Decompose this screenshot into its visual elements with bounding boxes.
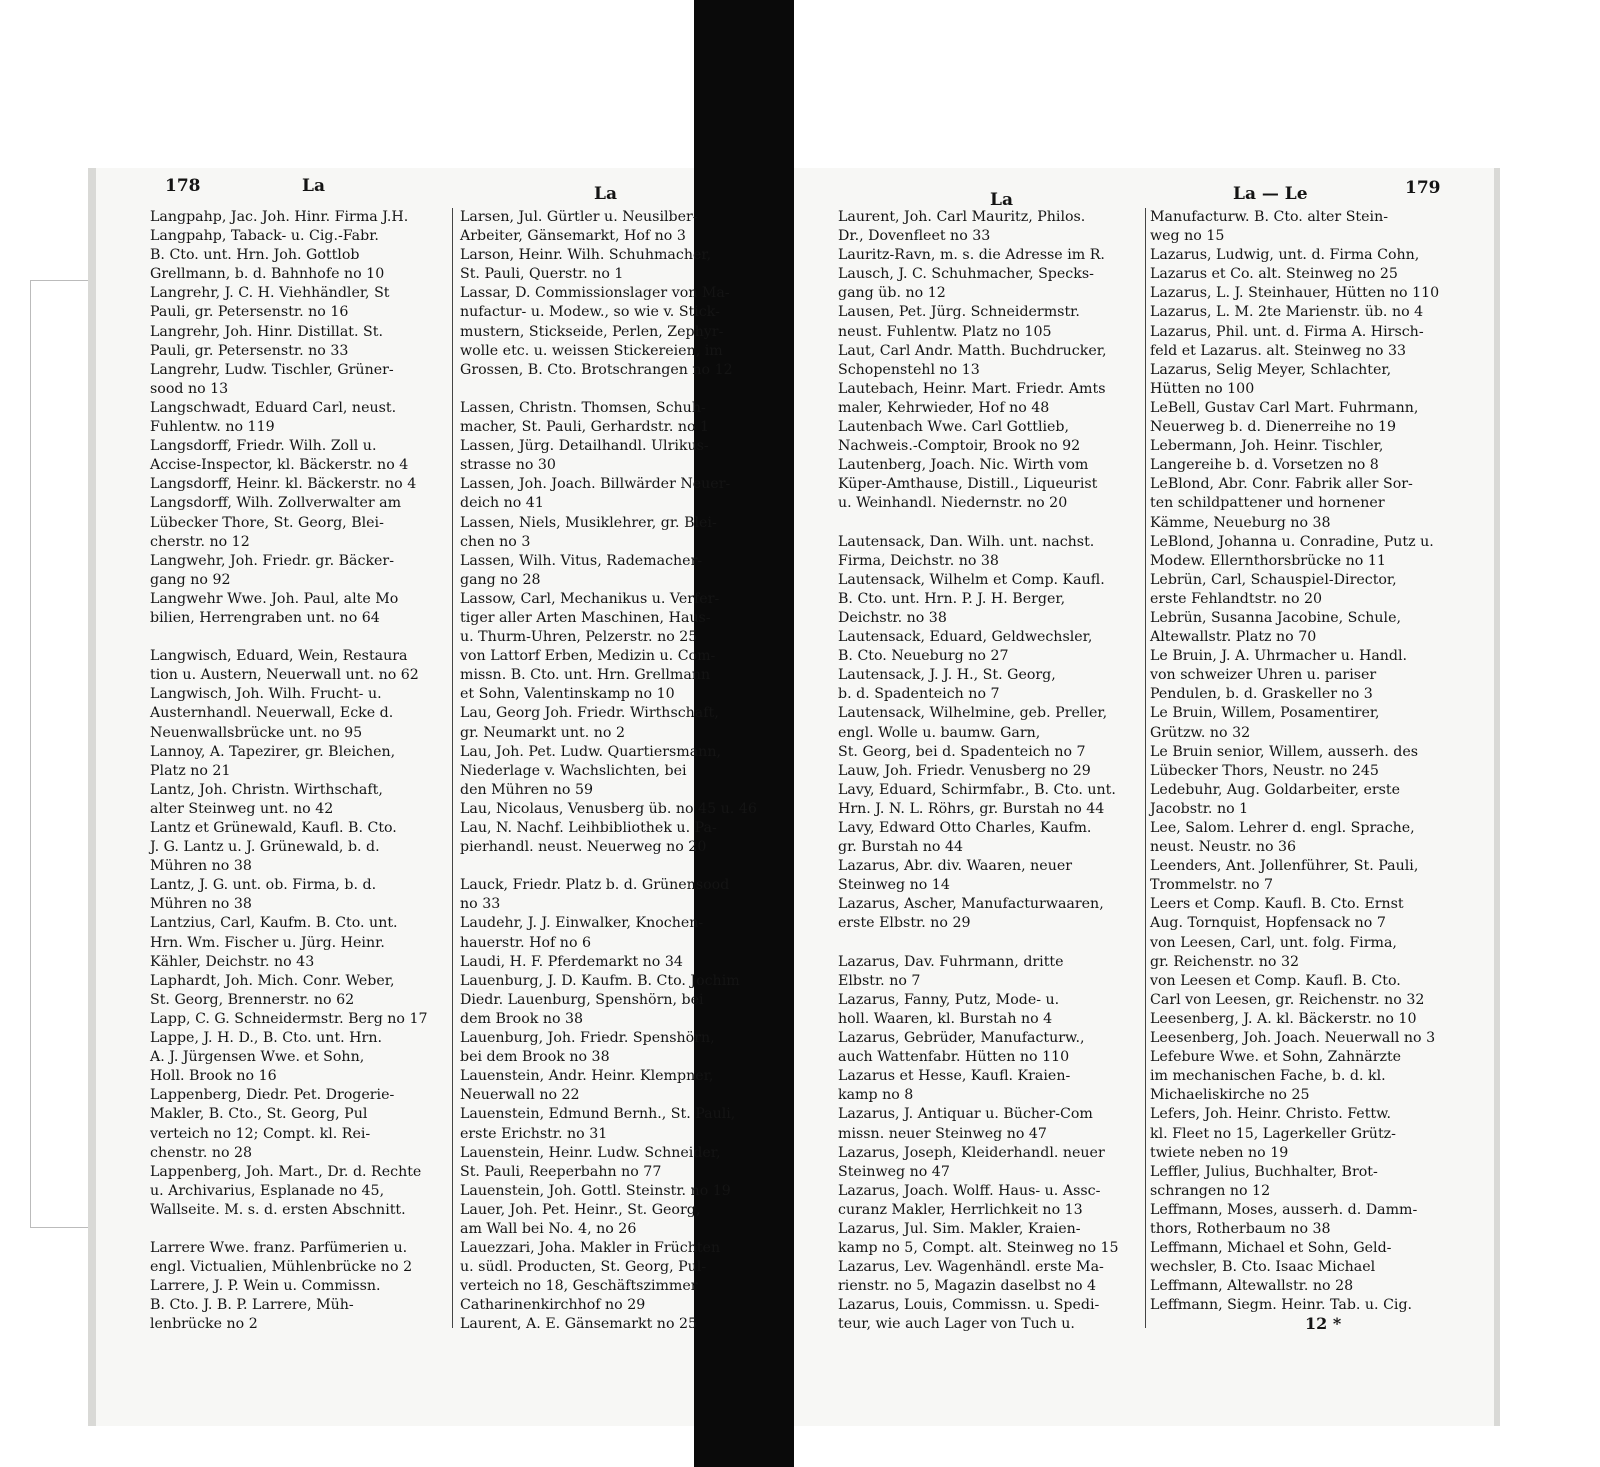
directory-line: Lautensack, Eduard, Geldwechsler,	[838, 629, 1093, 646]
directory-line: Grellmann, b. d. Bahnhofe no 10	[150, 266, 385, 283]
directory-line: B. Cto. unt. Hrn. P. J. H. Berger,	[838, 590, 1066, 607]
directory-line: Niederlage v. Wachslichten, bei	[460, 762, 687, 779]
directory-line: neust. Neustr. no 36	[1150, 839, 1297, 856]
directory-line: Lazarus, Jul. Sim. Makler, Kraien-	[838, 1220, 1081, 1237]
directory-line: b. d. Spadenteich no 7	[838, 686, 1000, 703]
left-page-running-head: La	[302, 176, 325, 196]
directory-line: Langsdorff, Friedr. Wilh. Zoll u.	[150, 438, 377, 455]
directory-line: Küper-Amthause, Distill., Liqueurist	[838, 476, 1098, 493]
directory-line: Lee, Salom. Lehrer d. engl. Sprache,	[1150, 820, 1415, 836]
directory-line: bei dem Brook no 38	[460, 1049, 610, 1066]
directory-line: Lau, Georg Joh. Friedr. Wirthschaft,	[460, 705, 719, 722]
directory-line: Modew. Ellernthorsbrücke no 11	[1150, 552, 1386, 569]
directory-line: Lausen, Pet. Jürg. Schneidermstr.	[838, 304, 1080, 321]
directory-line: Makler, B. Cto., St. Georg, Pul	[150, 1106, 368, 1123]
directory-line: Lazarus, Lev. Wagenhändl. erste Ma-	[838, 1259, 1104, 1276]
directory-line: Lazarus, Abr. div. Waaren, neuer	[838, 858, 1073, 875]
left-column-rule	[452, 208, 453, 1328]
directory-line: Lazarus, J. Antiquar u. Bücher-Com	[838, 1106, 1093, 1123]
right-page-edge	[1494, 168, 1500, 1426]
directory-line: gang üb. no 12	[838, 285, 946, 302]
directory-line: Lazarus, Gebrüder, Manufacturw.,	[838, 1030, 1085, 1047]
directory-line: Lazarus, L. J. Steinhauer, Hütten no 110	[1150, 285, 1440, 302]
directory-line: neust. Fuhlentw. Platz no 105	[838, 323, 1052, 340]
directory-line: Lazarus, Ascher, Manufacturwaaren,	[838, 896, 1104, 913]
directory-line: Ledebuhr, Aug. Goldarbeiter, erste	[1150, 781, 1401, 798]
directory-line: Larrere, J. P. Wein u. Commissn.	[150, 1278, 381, 1295]
directory-line: dem Brook no 38	[460, 1010, 584, 1027]
directory-line: Lautensack, Wilhelm et Comp. Kaufl.	[838, 571, 1105, 588]
directory-line: rienstr. no 5, Magazin daselbst no 4	[838, 1278, 1097, 1295]
directory-line: Lauer, Joh. Pet. Heinr., St. Georg,	[460, 1201, 701, 1218]
directory-line: J. G. Lantz u. J. Grünewald, b. d.	[150, 839, 380, 856]
directory-line: tiger aller Arten Maschinen, Haus-	[460, 609, 711, 626]
directory-line: hauerstr. Hof no 6	[460, 934, 592, 951]
directory-line: Holl. Brook no 16	[150, 1068, 277, 1085]
side-label-panel	[30, 280, 94, 1228]
directory-line: Lauenstein, Joh. Gottl. Steinstr. no 19	[460, 1182, 731, 1199]
directory-line: Lauck, Friedr. Platz b. d. Grünensood	[460, 877, 730, 894]
directory-line: LeBlond, Abr. Conr. Fabrik aller Sor-	[1150, 476, 1413, 493]
directory-line: Larsen, Jul. Gürtler u. Neusilber-	[460, 209, 698, 225]
directory-line: Diedr. Lauenburg, Spenshörn, bei	[460, 991, 704, 1008]
directory-line: erste Erichstr. no 31	[460, 1125, 608, 1142]
directory-line: Lauw, Joh. Friedr. Venusberg no 29	[838, 762, 1091, 779]
directory-line: Lassar, D. Commissionslager von Ma-	[460, 285, 730, 302]
directory-line: Hrn. Wm. Fischer u. Jürg. Heinr.	[150, 934, 385, 951]
directory-line: Lebermann, Joh. Heinr. Tischler,	[1150, 438, 1384, 455]
directory-line: holl. Waaren, kl. Burstah no 4	[838, 1010, 1053, 1027]
directory-line: Lebrün, Susanna Jacobine, Schule,	[1150, 609, 1402, 626]
directory-line: cherstr. no 12	[150, 533, 250, 550]
directory-line: Lautensack, Dan. Wilh. unt. nachst.	[838, 533, 1095, 550]
directory-line: Lappenberg, Diedr. Pet. Drogerie-	[150, 1087, 395, 1104]
directory-line: Lazarus, Joseph, Kleiderhandl. neuer	[838, 1144, 1105, 1161]
directory-line: Leesenberg, J. A. kl. Bäckerstr. no 10	[1150, 1010, 1417, 1027]
directory-line: Leffmann, Altewallstr. no 28	[1150, 1278, 1354, 1295]
directory-line: Grossen, B. Cto. Brotschrangen no 12	[460, 361, 733, 378]
directory-line: curanz Makler, Herrlichkeit no 13	[838, 1201, 1083, 1218]
directory-line: Austernhandl. Neuerwall, Ecke d.	[150, 705, 394, 722]
directory-line: von schweizer Uhren u. pariser	[1150, 667, 1377, 684]
directory-line: chen no 3	[460, 533, 531, 550]
directory-line: nufactur- u. Modew., so wie v. Stick-	[460, 304, 720, 321]
left-column-1	[150, 208, 450, 1335]
directory-line: Langsdorff, Wilh. Zollverwalter am	[150, 495, 402, 512]
left-page-number: 178	[165, 176, 201, 196]
directory-line: Laurent, A. E. Gänsemarkt no 25	[460, 1316, 698, 1333]
directory-line: deich no 41	[460, 495, 544, 512]
directory-line: Pendulen, b. d. Graskeller no 3	[1150, 686, 1373, 703]
directory-line: lenbrücke no 2	[150, 1316, 258, 1333]
directory-line: Carl von Leesen, gr. Reichenstr. no 32	[1150, 991, 1425, 1008]
directory-line: Lauenstein, Andr. Heinr. Klempner,	[460, 1068, 714, 1085]
directory-line: gang no 28	[460, 571, 541, 588]
directory-line: A. J. Jürgensen Wwe. et Sohn,	[150, 1049, 365, 1066]
directory-line: Langwehr Wwe. Joh. Paul, alte Mo	[150, 590, 399, 607]
right-page-center-head: La	[990, 190, 1013, 210]
directory-line	[460, 857, 760, 876]
directory-line: Altewallstr. Platz no 70	[1150, 629, 1317, 646]
directory-line: Lassen, Joh. Joach. Billwärder Neuer-	[460, 476, 731, 493]
directory-line: Laphardt, Joh. Mich. Conr. Weber,	[150, 972, 395, 989]
directory-line: Lassen, Niels, Musiklehrer, gr. Blei-	[460, 514, 717, 531]
directory-line: erste Fehlandtstr. no 20	[1150, 590, 1323, 607]
directory-line: Neuerwall no 22	[460, 1087, 580, 1104]
directory-line: macher, St. Pauli, Gerhardstr. no 1	[460, 419, 710, 436]
directory-line: Lazarus, Dav. Fuhrmann, dritte	[838, 953, 1064, 970]
directory-line: Manufacturw. B. Cto. alter Stein-	[1150, 209, 1388, 225]
directory-line: Laudehr, J. J. Einwalker, Knochen-	[460, 915, 704, 932]
directory-line: Lazarus, Fanny, Putz, Mode- u.	[838, 991, 1060, 1008]
directory-line: Lantzius, Carl, Kaufm. B. Cto. unt.	[150, 915, 398, 932]
directory-line: Hütten no 100	[1150, 380, 1255, 397]
directory-line: Michaeliskirche no 25	[1150, 1087, 1310, 1104]
directory-line: wolle etc. u. weissen Stickereien, im	[460, 342, 723, 359]
directory-line: strasse no 30	[460, 457, 556, 474]
directory-line: Lappenberg, Joh. Mart., Dr. d. Rechte	[150, 1163, 422, 1180]
directory-line: verteich no 12; Compt. kl. Rei-	[150, 1125, 371, 1142]
directory-line: Lauritz-Ravn, m. s. die Adresse im R.	[838, 247, 1105, 264]
directory-line: Lauenstein, Heinr. Ludw. Schneider,	[460, 1144, 721, 1161]
directory-line: Le Bruin, Willem, Posamentirer,	[1150, 705, 1380, 722]
directory-line: tion u. Austern, Neuerwall unt. no 62	[150, 667, 419, 684]
directory-line: Lapp, C. G. Schneidermstr. Berg no 17	[150, 1010, 428, 1027]
directory-line: Lautenbach Wwe. Carl Gottlieb,	[838, 419, 1070, 436]
right-page-number: 179	[1405, 178, 1441, 198]
directory-line: Leesenberg, Joh. Joach. Neuerwall no 3	[1150, 1030, 1436, 1047]
directory-line: kamp no 5, Compt. alt. Steinweg no 15	[838, 1240, 1119, 1257]
directory-line: Langrehr, Joh. Hinr. Distillat. St.	[150, 323, 383, 340]
directory-line	[150, 1220, 450, 1239]
directory-line: kl. Fleet no 15, Lagerkeller Grütz-	[1150, 1125, 1396, 1142]
left-page-center-head: La	[594, 184, 617, 204]
directory-line: u. südl. Producten, St. Georg, Pul-	[460, 1259, 707, 1276]
directory-line: et Sohn, Valentinskamp no 10	[460, 686, 675, 703]
directory-line: B. Cto. J. B. P. Larrere, Müh-	[150, 1297, 354, 1314]
directory-line: Lautensack, Wilhelmine, geb. Preller,	[838, 705, 1108, 722]
directory-line: Lautenberg, Joach. Nic. Wirth vom	[838, 457, 1089, 474]
directory-line: Kähler, Deichstr. no 43	[150, 953, 315, 970]
directory-line: Langwehr, Joh. Friedr. gr. Bäcker-	[150, 552, 395, 569]
directory-line: Lazarus, Phil. unt. d. Firma A. Hirsch-	[1150, 323, 1424, 340]
directory-line: gr. Reichenstr. no 32	[1150, 953, 1300, 970]
right-column-2	[1150, 208, 1455, 1315]
directory-line: St. Georg, bei d. Spadenteich no 7	[838, 743, 1086, 760]
directory-line: Fuhlentw. no 119	[150, 419, 275, 436]
directory-line: Leffler, Julius, Buchhalter, Brot-	[1150, 1163, 1378, 1180]
directory-line: auch Wattenfabr. Hütten no 110	[838, 1049, 1070, 1066]
directory-line: Leffmann, Moses, ausserh. d. Damm-	[1150, 1201, 1418, 1218]
directory-line: engl. Victualien, Mühlenbrücke no 2	[150, 1259, 413, 1276]
directory-line: St. Pauli, Reeperbahn no 77	[460, 1163, 662, 1180]
directory-line: engl. Wolle u. baumw. Garn,	[838, 724, 1041, 741]
directory-line: Lazarus, Joach. Wolff. Haus- u. Assc-	[838, 1182, 1101, 1199]
directory-line: Lazarus, Louis, Commissn. u. Spedi-	[838, 1297, 1100, 1314]
directory-line: Lefebure Wwe. et Sohn, Zahnärzte	[1150, 1049, 1402, 1066]
directory-line: gang no 92	[150, 571, 231, 588]
directory-line: von Lattorf Erben, Medizin u. Com-	[460, 648, 716, 665]
directory-line: maler, Kehrwieder, Hof no 48	[838, 399, 1050, 416]
directory-line: Elbstr. no 7	[838, 972, 921, 989]
directory-line: Lavy, Edward Otto Charles, Kaufm.	[838, 820, 1092, 836]
right-column-1	[838, 208, 1138, 1335]
right-page-running-head: La — Le	[1233, 184, 1308, 204]
directory-line: schrangen no 12	[1150, 1182, 1271, 1199]
directory-line: Neuenwallsbrücke unt. no 95	[150, 724, 363, 741]
directory-line: Lantz, Joh. Christn. Wirthschaft,	[150, 781, 383, 798]
directory-line: Lazarus, L. M. 2te Marienstr. üb. no 4	[1150, 304, 1424, 321]
directory-line: Lauezzari, Joha. Makler in Früchten	[460, 1240, 721, 1257]
directory-line: missn. B. Cto. unt. Hrn. Grellmann	[460, 667, 711, 684]
signature-mark: 12 *	[1305, 1314, 1342, 1333]
directory-line: u. Thurm-Uhren, Pelzerstr. no 25	[460, 629, 698, 646]
directory-line: gr. Burstah no 44	[838, 839, 963, 856]
directory-line: Steinweg no 14	[838, 877, 950, 894]
directory-line: Langwisch, Joh. Wilh. Frucht- u.	[150, 686, 382, 703]
directory-line: LeBlond, Johanna u. Conradine, Putz u.	[1150, 533, 1434, 550]
directory-line: Aug. Tornquist, Hopfensack no 7	[1150, 915, 1386, 932]
directory-line: Lavy, Eduard, Schirmfabr., B. Cto. unt.	[838, 781, 1116, 798]
directory-line: u. Weinhandl. Niedernstr. no 20	[838, 495, 1068, 512]
right-column-rule	[1145, 208, 1146, 1328]
directory-line: chenstr. no 28	[150, 1144, 253, 1161]
directory-line: twiete neben no 19	[1150, 1144, 1289, 1161]
directory-line: Neuerweg b. d. Dienerreihe no 19	[1150, 419, 1397, 436]
directory-line: Pauli, gr. Petersenstr. no 16	[150, 304, 349, 321]
directory-line: Langereihe b. d. Vorsetzen no 8	[1150, 457, 1379, 474]
directory-line: Mühren no 38	[150, 858, 252, 875]
directory-line: missn. neuer Steinweg no 47	[838, 1125, 1047, 1142]
directory-line: Lau, N. Nachf. Leihbibliothek u. Pa-	[460, 820, 717, 836]
directory-line: Lebrün, Carl, Schauspiel-Director,	[1150, 571, 1397, 588]
directory-line: Lazarus, Selig Meyer, Schlachter,	[1150, 361, 1392, 378]
directory-line: LeBell, Gustav Carl Mart. Fuhrmann,	[1150, 399, 1419, 416]
directory-line: Lappe, J. H. D., B. Cto. unt. Hrn.	[150, 1030, 382, 1047]
directory-line: Steinweg no 47	[838, 1163, 950, 1180]
directory-line	[150, 628, 450, 647]
directory-line: Leenders, Ant. Jollenführer, St. Pauli,	[1150, 858, 1419, 875]
left-column-2	[460, 208, 760, 1335]
directory-line: Leffmann, Michael et Sohn, Geld-	[1150, 1240, 1392, 1257]
directory-line: Lauenstein, Edmund Bernh., St. Pauli,	[460, 1106, 736, 1123]
directory-line: Lazarus et Hesse, Kaufl. Kraien-	[838, 1068, 1071, 1085]
directory-line: Deichstr. no 38	[838, 609, 947, 626]
directory-line: Lantz, J. G. unt. ob. Firma, b. d.	[150, 877, 377, 894]
directory-line: Lassen, Christn. Thomsen, Schuh-	[460, 399, 706, 416]
directory-line: Langsdorff, Heinr. kl. Bäckerstr. no 4	[150, 476, 417, 493]
directory-line: Dr., Dovenfleet no 33	[838, 228, 991, 245]
directory-line: Lausch, J. C. Schuhmacher, Specks-	[838, 266, 1094, 283]
directory-line: erste Elbstr. no 29	[838, 915, 971, 932]
directory-line: ten schildpattener und hornener	[1150, 495, 1385, 512]
directory-line: den Mühren no 59	[460, 781, 593, 798]
directory-line: Kämme, Neueburg no 38	[1150, 514, 1331, 531]
directory-line: Platz no 21	[150, 762, 231, 779]
directory-line: Lantz et Grünewald, Kaufl. B. Cto.	[150, 820, 397, 836]
directory-line: Lefers, Joh. Heinr. Christo. Fettw.	[1150, 1106, 1392, 1123]
directory-line: Leers et Comp. Kaufl. B. Cto. Ernst	[1150, 896, 1404, 913]
directory-line: alter Steinweg unt. no 42	[150, 800, 334, 817]
directory-line: Laut, Carl Andr. Matth. Buchdrucker,	[838, 342, 1107, 359]
directory-line: Lauenburg, J. D. Kaufm. B. Cto. Jochim	[460, 972, 740, 989]
directory-line: von Leesen, Carl, unt. folg. Firma,	[1150, 934, 1397, 951]
directory-line: Lazarus, Ludwig, unt. d. Firma Cohn,	[1150, 247, 1420, 264]
directory-line	[460, 380, 760, 399]
directory-line: thors, Rotherbaum no 38	[1150, 1220, 1331, 1237]
directory-line: St. Georg, Brennerstr. no 62	[150, 991, 355, 1008]
directory-line: Le Bruin, J. A. Uhrmacher u. Handl.	[1150, 648, 1408, 665]
directory-line: Le Bruin senior, Willem, ausserh. des	[1150, 743, 1419, 760]
directory-line: Lau, Joh. Pet. Ludw. Quartiersmann,	[460, 743, 721, 760]
directory-line: Arbeiter, Gänsemarkt, Hof no 3	[460, 228, 686, 245]
directory-line: no 33	[460, 896, 501, 913]
directory-line: Leffmann, Siegm. Heinr. Tab. u. Cig.	[1150, 1297, 1413, 1314]
directory-line: Langpahp, Taback- u. Cig.-Fabr.	[150, 228, 379, 245]
directory-line: Pauli, gr. Petersenstr. no 33	[150, 342, 349, 359]
directory-line: Schopenstehl no 13	[838, 361, 980, 378]
directory-line: Langwisch, Eduard, Wein, Restaura	[150, 648, 408, 665]
directory-line: Lübecker Thore, St. Georg, Blei-	[150, 514, 384, 531]
directory-line: Larson, Heinr. Wilh. Schuhmacher,	[460, 247, 712, 264]
directory-line: Grützw. no 32	[1150, 724, 1251, 741]
directory-line: u. Archivarius, Esplanade no 45,	[150, 1182, 385, 1199]
directory-line: St. Pauli, Querstr. no 1	[460, 266, 624, 283]
directory-line: verteich no 18, Geschäftszimmer	[460, 1278, 698, 1295]
directory-line: Mühren no 38	[150, 896, 252, 913]
directory-line: kamp no 8	[838, 1087, 914, 1104]
directory-line: Lazarus et Co. alt. Steinweg no 25	[1150, 266, 1398, 283]
directory-line: Laudi, H. F. Pferdemarkt no 34	[460, 953, 683, 970]
directory-line: Nachweis.-Comptoir, Brook no 92	[838, 438, 1081, 455]
directory-line: Hrn. J. N. L. Röhrs, gr. Burstah no 44	[838, 800, 1105, 817]
directory-line: Lassen, Wilh. Vitus, Rademacher-	[460, 552, 703, 569]
directory-line: Jacobstr. no 1	[1150, 800, 1249, 817]
directory-line: Lannoy, A. Tapezirer, gr. Bleichen,	[150, 743, 396, 760]
directory-line: Langpahp, Jac. Joh. Hinr. Firma J.H.	[150, 209, 409, 225]
directory-line: sood no 13	[150, 380, 229, 397]
directory-line: Catharinenkirchhof no 29	[460, 1297, 646, 1314]
directory-line: mustern, Stickseide, Perlen, Zephyr-	[460, 323, 724, 340]
directory-line: Lassow, Carl, Mechanikus u. Verfer-	[460, 590, 720, 607]
directory-line: Lübecker Thors, Neustr. no 245	[1150, 762, 1379, 779]
directory-line: Lauenburg, Joh. Friedr. Spenshörn,	[460, 1030, 715, 1047]
directory-line: B. Cto. unt. Hrn. Joh. Gottlob	[150, 247, 360, 264]
directory-line: Langrehr, J. C. H. Viehhändler, St	[150, 285, 390, 302]
directory-line: Lau, Nicolaus, Venusberg üb. no 45 u. 46	[460, 800, 757, 817]
left-page-edge	[88, 168, 96, 1426]
directory-line: Langschwadt, Eduard Carl, neust.	[150, 399, 397, 416]
directory-line: Laurent, Joh. Carl Mauritz, Philos.	[838, 209, 1086, 225]
directory-line: im mechanischen Fache, b. d. kl.	[1150, 1068, 1386, 1085]
directory-line: pierhandl. neust. Neuerweg no 20	[460, 839, 707, 856]
directory-line: feld et Lazarus. alt. Steinweg no 33	[1150, 342, 1406, 359]
directory-line: weg no 15	[1150, 228, 1225, 245]
directory-line: Accise-Inspector, kl. Bäckerstr. no 4	[150, 457, 409, 474]
directory-line: Firma, Deichstr. no 38	[838, 552, 999, 569]
directory-line: Larrere Wwe. franz. Parfümerien u.	[150, 1240, 408, 1257]
directory-line: Lautebach, Heinr. Mart. Friedr. Amts	[838, 380, 1106, 397]
directory-line	[838, 514, 1138, 533]
directory-line: teur, wie auch Lager von Tuch u.	[838, 1316, 1075, 1333]
directory-line: Trommelstr. no 7	[1150, 877, 1274, 894]
directory-line: Lassen, Jürg. Detailhandl. Ulrikus-	[460, 438, 709, 455]
directory-line: wechsler, B. Cto. Isaac Michael	[1150, 1259, 1376, 1276]
directory-line: am Wall bei No. 4, no 26	[460, 1220, 637, 1237]
directory-line: von Leesen et Comp. Kaufl. B. Cto.	[1150, 972, 1401, 989]
directory-line: B. Cto. Neueburg no 27	[838, 648, 1009, 665]
directory-line: gr. Neumarkt unt. no 2	[460, 724, 625, 741]
directory-line: bilien, Herrengraben unt. no 64	[150, 609, 380, 626]
directory-line: Lautensack, J. J. H., St. Georg,	[838, 667, 1056, 684]
directory-line: Langrehr, Ludw. Tischler, Grüner-	[150, 361, 394, 378]
directory-line: Wallseite. M. s. d. ersten Abschnitt.	[150, 1201, 406, 1218]
directory-line	[838, 934, 1138, 953]
